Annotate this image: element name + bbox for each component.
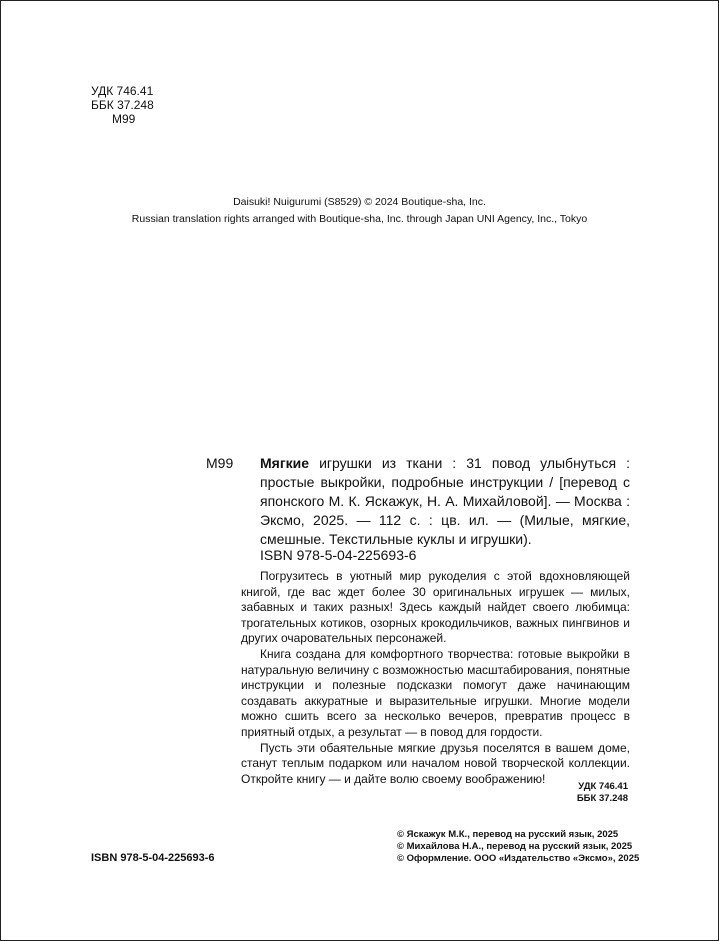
- footer-udk: УДК 746.41: [578, 781, 628, 792]
- copyright-design: © Оформление. ООО «Издательство «Эксмо», 2025: [397, 853, 640, 864]
- bibliographic-description: [260, 454, 630, 549]
- author-mark: М99: [112, 112, 136, 126]
- udk-code: УДК 746.41: [91, 84, 154, 98]
- copyright-line-rights: Russian translation rights arranged with Boutique-sha, Inc. through Japan UNI Agency, Inc., Tokyo: [131, 213, 588, 225]
- footer-bbk: ББК 37.248: [576, 793, 628, 804]
- footer-copyrights: [397, 829, 639, 865]
- bibliographic-cipher: М99: [206, 455, 234, 471]
- annotation-paragraph: Книга создана для комфортного творчества: готовые выкройки в натуральную величину с возможностью масштабирования, понятные инструкции и полезные подсказки помогут даже начинающим создавать аккуратные и выразительные игрушки. Многие модели можно сшить всего за несколько вечеров, превратив процесс в приятный отдых, а результат — в повод для гордости.: [241, 646, 630, 739]
- copyright-line-original: Daisuki! Nuigurumi (S8529) © 2024 Boutique-sha, Inc.: [233, 196, 486, 208]
- title-lead-word: Мягкие: [260, 455, 310, 471]
- isbn-main: ISBN 978-5-04-225693-6: [260, 547, 417, 563]
- copyright-notice: [1, 194, 718, 228]
- annotation: [241, 569, 630, 787]
- copyright-translator-2: © Михайлова Н.А., перевод на русский язык, 2025: [397, 841, 633, 852]
- footer-classification: [577, 781, 628, 805]
- copyright-translator-1: © Яскажук М.К., перевод на русский язык, 2025: [397, 829, 619, 840]
- annotation-paragraph: Погрузитесь в уютный мир рукоделия с этой вдохновляющей книгой, где вас ждет более 30 оригинальных игрушек — милых, забавных и таких разных! Здесь каждый найдет своего любимца: трогательных котиков, озорных крокодильчиков, важных пингвинов и других очаровательных персонажей.: [241, 569, 630, 646]
- footer-isbn: ISBN 978-5-04-225693-6: [91, 852, 215, 864]
- description-text: игрушки из ткани : 31 повод улыбнуться : простые выкройки, подробные инструкции / [перевод с японского М. К. Яскажук, Н. А. Михайловой]. — Москва : Эксмо, 2025. — 112 с. : цв. ил. — (Милые, мягкие, смешные. Текстильные куклы и игрушки).: [260, 455, 630, 547]
- classification-block: [91, 84, 154, 126]
- bbk-code: ББК 37.248: [91, 98, 154, 112]
- annotation-paragraph: Пусть эти обаятельные мягкие друзья поселятся в вашем доме, станут теплым подарком или началом новой творческой коллекции. Откройте книгу — и дайте волю своему воображению!: [241, 740, 630, 786]
